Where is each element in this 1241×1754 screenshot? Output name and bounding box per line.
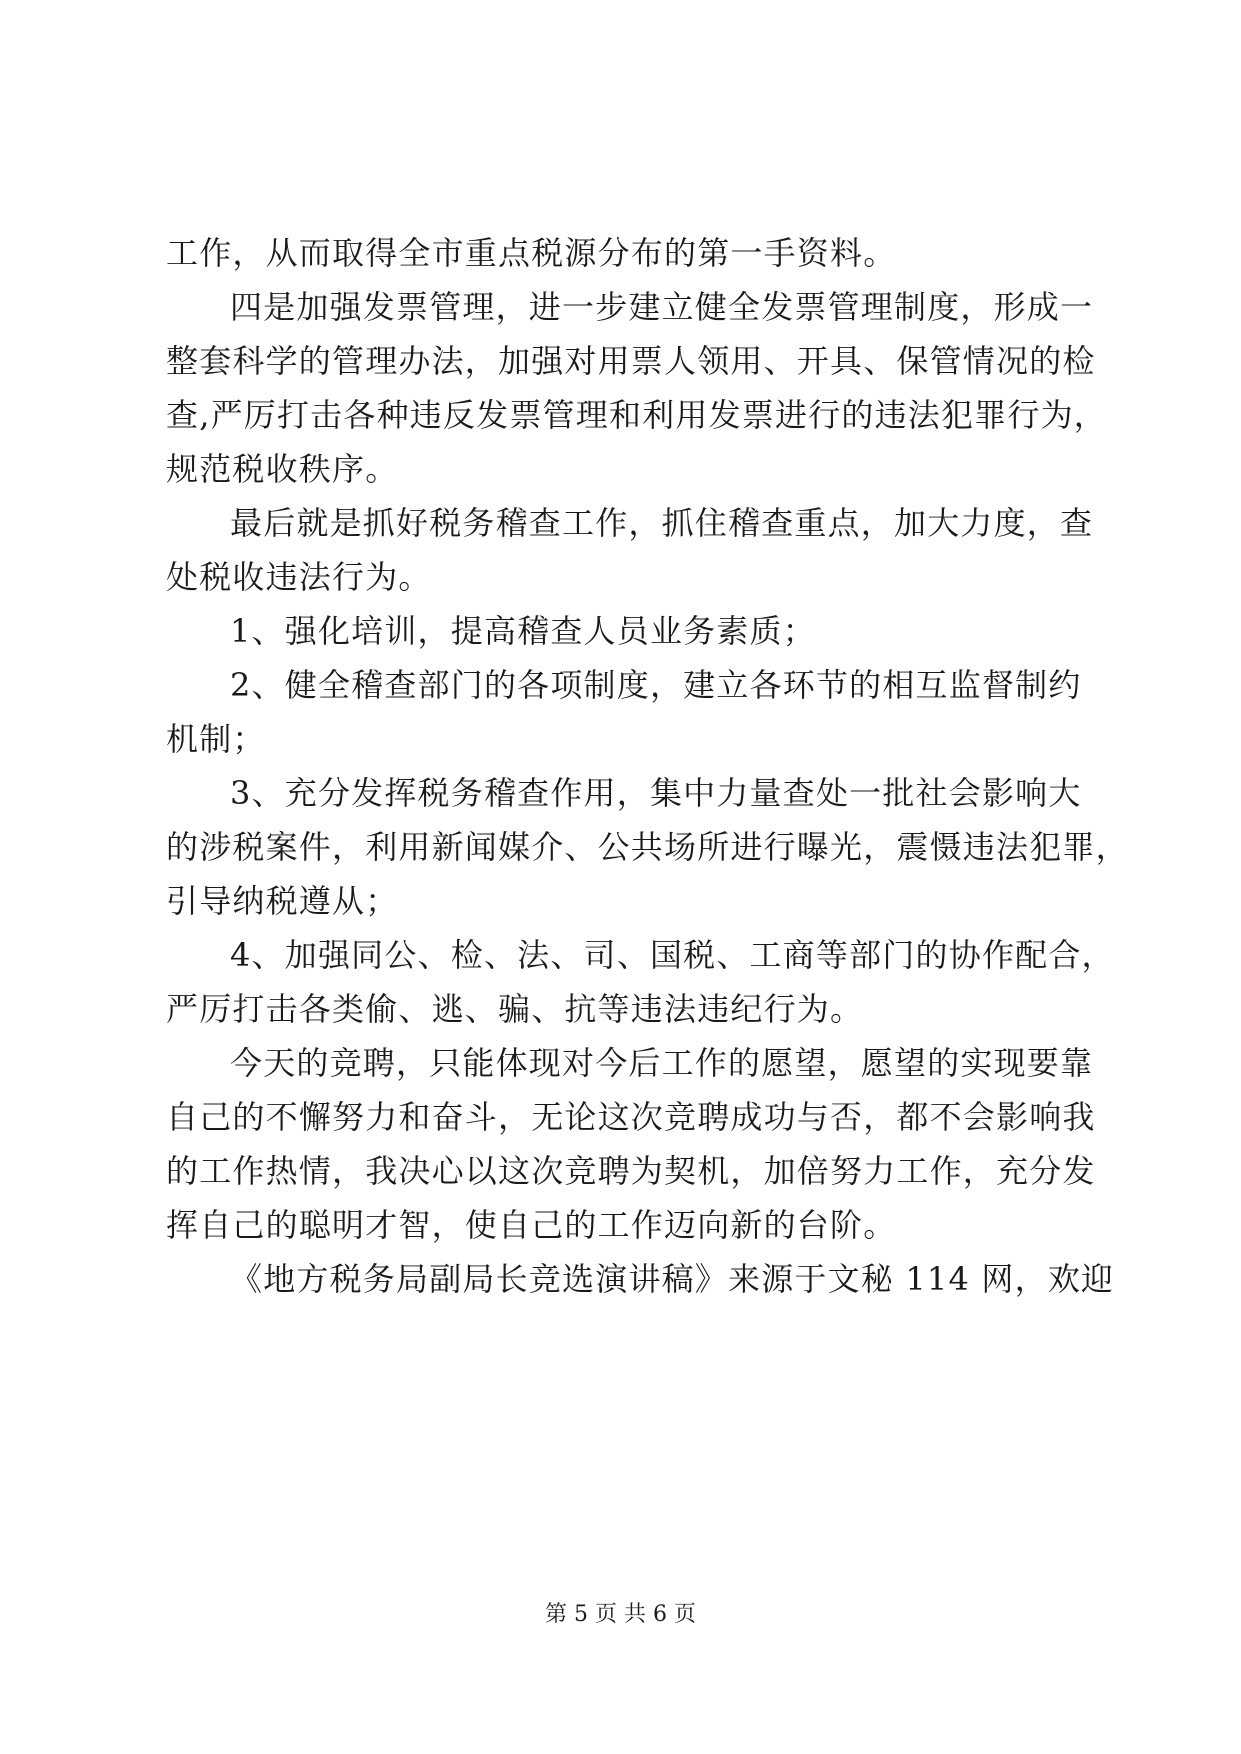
text-line: 最后就是抓好税务稽查工作，抓住稽查重点，加大力度，查 <box>230 504 1094 542</box>
text-line: 今天的竞聘，只能体现对今后工作的愿望，愿望的实现要靠 <box>230 1044 1094 1082</box>
text-line: 机制； <box>166 720 266 758</box>
text-line: 严厉打击各类偷、逃、骗、抗等违法违纪行为。 <box>166 990 864 1028</box>
text-line: 引导纳税遵从； <box>166 882 399 920</box>
text-line: 《地方税务局副局长竞选演讲稿》来源于文秘 114 网，欢迎 <box>230 1260 1115 1298</box>
text-line: 1、强化培训，提高稽查人员业务素质； <box>230 612 816 650</box>
text-line: 的涉税案件，利用新闻媒介、公共场所进行曝光，震慑违法犯罪， <box>166 828 1129 866</box>
text-line: 3、充分发挥税务稽查作用，集中力量查处一批社会影响大 <box>230 774 1082 812</box>
page-number: 第 5 页 共 6 页 <box>545 1602 696 1627</box>
text-line: 挥自己的聪明才智，使自己的工作迈向新的台阶。 <box>166 1206 897 1244</box>
text-line: 整套科学的管理办法，加强对用票人领用、开具、保管情况的检 <box>166 342 1096 380</box>
text-line: 2、健全稽查部门的各项制度，建立各环节的相互监督制约 <box>230 666 1082 704</box>
text-line: 查,严厉打击各种违反发票管理和利用发票进行的违法犯罪行为， <box>166 396 1107 434</box>
text-line: 的工作热情，我决心以这次竞聘为契机，加倍努力工作，充分发 <box>166 1152 1096 1190</box>
text-line: 自己的不懈努力和奋斗，无论这次竞聘成功与否，都不会影响我 <box>166 1098 1096 1136</box>
body-text <box>166 226 1129 1306</box>
text-line: 四是加强发票管理，进一步建立健全发票管理制度，形成一 <box>230 288 1094 326</box>
text-line: 处税收违法行为。 <box>166 558 432 596</box>
text-line: 4、加强同公、检、法、司、国税、工商等部门的协作配合， <box>230 936 1115 974</box>
text-line: 规范税收秩序。 <box>166 450 399 488</box>
text-line: 工作，从而取得全市重点税源分布的第一手资料。 <box>166 234 897 272</box>
